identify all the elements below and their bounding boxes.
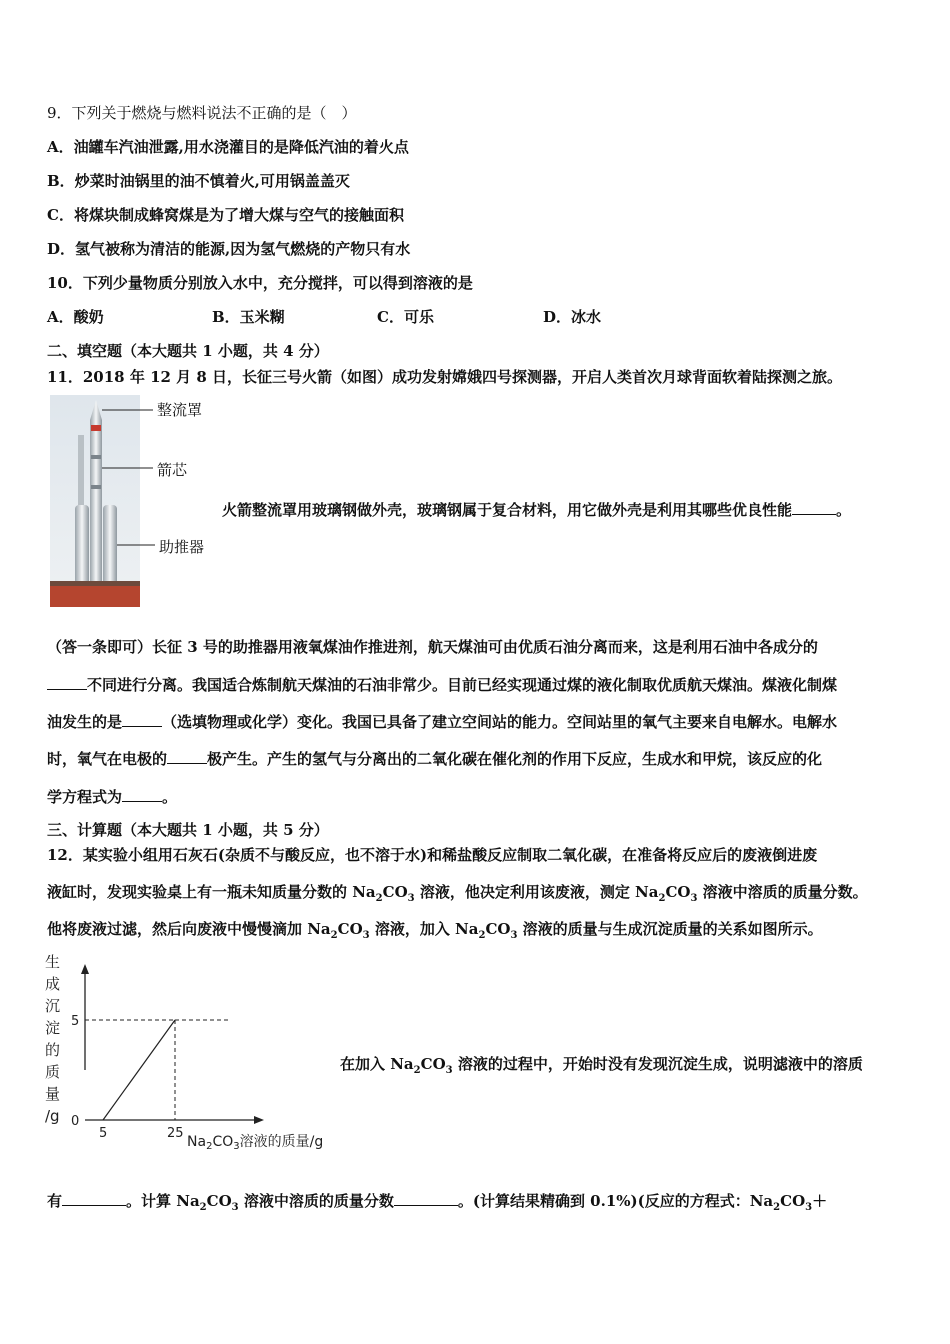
q11-line3: 油发生的是 （选填物理或化学）变化。我国已具备了建立空间站的能力。空间站里的氧气主要来自电解水。电解水 [47, 713, 838, 731]
q11-line2: 不同进行分离。我国适合炼制航天煤油的石油非常少。目前已经实现通过煤的液化制取优质航天煤油。煤液化制煤 [47, 675, 837, 695]
y-axis-label-char: 淀 [45, 1019, 61, 1037]
y-axis-label-char: 生 [45, 953, 61, 971]
q12-line1: 12．某实验小组用石灰石(杂质不与酸反应，也不溶于水)和稀盐酸反应制取二氧化碳，在准备将反应后的废液倒进废 [47, 846, 818, 864]
q10-option-c: C．可乐 [377, 308, 434, 326]
q11-stem: 11．2018 年 12 月 8 日，长征三号火箭（如图）成功发射嫦娥四号探测器，开启人类首次月球背面软着陆探测之旅。 [47, 368, 843, 386]
q9-option-a: A．油罐车汽油泄露,用水浇灌目的是降低汽油的着火点 [47, 138, 409, 156]
origin-label: 0 [71, 1114, 80, 1129]
answer-blank[interactable] [394, 1191, 458, 1206]
x-axis-arrow [254, 1116, 264, 1124]
q12-side-text: 在加入 $Na_2CO_3$ 溶液的过程中，开始时没有发现沉淀生成，说明滤液中的溶质 [340, 1055, 863, 1076]
q12-last-line: 有 。计算 $Na_2CO_3$ 溶液中溶质的质量分数 。(计算结果精确到 0.1%)(反应的方程式：$Na_2CO_3+$ [47, 1192, 828, 1213]
x-tick-label: 25 [167, 1126, 184, 1141]
rocket-label-fairing: 整流罩 [157, 401, 203, 419]
q12-line3: 他将废液过滤，然后向废液中慢慢滴加 $Na_2CO_3$ 溶液，加入 $Na_2CO_3$ 溶液的质量与生成沉淀质量的关系如图所示。 [47, 920, 823, 941]
y-axis-label-char: 质 [45, 1063, 61, 1081]
q10-option-d: D．冰水 [543, 308, 602, 326]
y-axis-label-char: 的 [45, 1041, 61, 1059]
rocket-label-core: 箭芯 [157, 461, 188, 479]
q9-option-b: B．炒菜时油锅里的油不慎着火,可用锅盖盖灭 [47, 172, 350, 190]
q9-option-c: C．将煤块制成蜂窝煤是为了增大煤与空气的接触面积 [47, 206, 404, 224]
section-2-title: 二、填空题（本大题共 1 小题，共 4 分） [47, 342, 329, 360]
q9-stem: 9．下列关于燃烧与燃料说法不正确的是（ ） [47, 104, 357, 122]
q11-line1: （答一条即可）长征 3 号的助推器用液氧煤油作推进剂，航天煤油可由优质石油分离而来，这是利用石油中各成分的 [47, 638, 818, 656]
x-axis-label: $Na_2CO_3$溶液的质量/g [187, 1134, 324, 1152]
y-axis-label-char: 沉 [45, 997, 61, 1015]
section-3-title: 三、计算题（本大题共 1 小题，共 5 分） [47, 821, 329, 839]
q12-line2: 液缸时，发现实验桌上有一瓶未知质量分数的 $Na_2CO_3$ 溶液，他决定利用该废液，测定 $Na_2CO_3$ 溶液中溶质的质量分数。 [47, 883, 868, 904]
y-axis-label-char: 成 [45, 975, 61, 993]
series-line-rise [103, 1020, 175, 1120]
rocket-label-booster: 助推器 [159, 538, 205, 556]
rocket-illustration [45, 395, 220, 610]
q10-option-a: A．酸奶 [47, 308, 104, 326]
answer-blank[interactable] [167, 749, 207, 764]
answer-blank[interactable] [792, 500, 836, 515]
y-axis-label [45, 953, 60, 1125]
y-axis-label-char: /g [45, 1107, 60, 1125]
q11-side-text: 火箭整流罩用玻璃钢做外壳，玻璃钢属于复合材料，用它做外壳是利用其哪些优良性能 。 [222, 501, 852, 519]
answer-blank[interactable] [62, 1191, 126, 1206]
y-axis-label-char: 量 [45, 1085, 61, 1103]
y-axis-arrow [81, 964, 89, 974]
answer-blank[interactable] [47, 675, 87, 690]
q11-line4: 时，氧气在电极的 极产生。产生的氢气与分离出的二氧化碳在催化剂的作用下反应，生成水和甲烷，该反应的化 [47, 750, 823, 768]
q10-option-b: B．玉米糊 [212, 308, 285, 326]
y-tick-label: 5 [71, 1014, 80, 1029]
answer-blank[interactable] [122, 787, 162, 802]
q11-line5: 学方程式为 。 [47, 788, 178, 806]
answer-blank[interactable] [122, 712, 162, 727]
precipitate-chart [40, 950, 350, 1155]
x-tick-label: 5 [99, 1126, 108, 1141]
q10-stem: 10．下列少量物质分别放入水中，充分搅拌，可以得到溶液的是 [47, 274, 473, 292]
q9-option-d: D．氢气被称为清洁的能源,因为氢气燃烧的产物只有水 [47, 240, 411, 258]
rocket-figure [45, 395, 220, 610]
